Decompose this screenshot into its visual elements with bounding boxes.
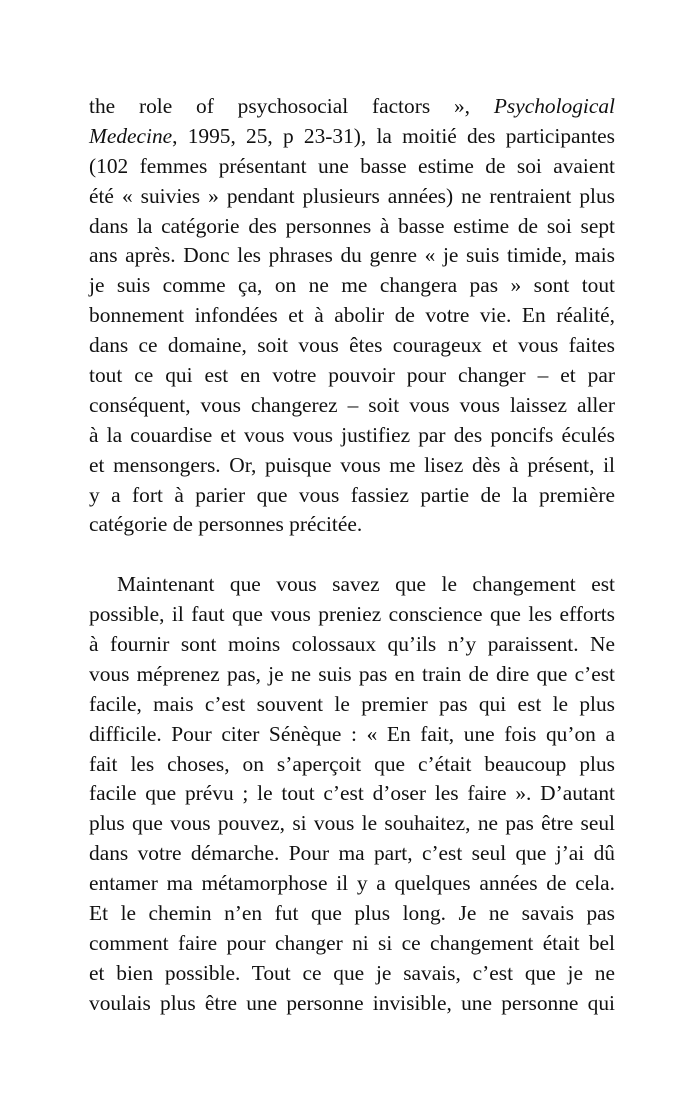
text-line: dans la catégorie des personnes à basse estime de soi sept — [89, 213, 615, 238]
text-line: ans après. Donc les phrases du genre « je suis timide, mais — [89, 243, 615, 268]
text-line: fait les choses, on s’aperçoit que c’était beaucoup plus — [89, 751, 615, 776]
text-line: facile, mais c’est souvent le premier pas qui est le plus — [89, 691, 615, 716]
text-line: y a fort à parier que vous fassiez partie de la première — [89, 482, 615, 507]
text-line: Maintenant que vous savez que le changement est — [117, 572, 615, 597]
text-line: à la couardise et vous vous justifiez par des poncifs éculés — [89, 422, 615, 447]
text-line: je suis comme ça, on ne me changera pas » sont tout — [89, 273, 615, 298]
text-line: vous méprenez pas, je ne suis pas en train de dire que c’est — [89, 661, 615, 686]
text-line: possible, il faut que vous preniez conscience que les efforts — [89, 602, 615, 627]
text-line: plus que vous pouvez, si vous le souhaitez, ne pas être seul — [89, 811, 615, 836]
paragraph-2 — [89, 570, 615, 1018]
text-line: Et le chemin n’en fut que plus long. Je ne savais pas — [89, 901, 615, 926]
text-line — [89, 122, 615, 152]
text-line: à fournir sont moins colossaux qu’ils n’y paraissent. Ne — [89, 632, 615, 657]
text-line: catégorie de personnes précitée. — [89, 512, 363, 537]
text-line: dans votre démarche. Pour ma part, c’est seul que j’ai dû — [89, 841, 615, 866]
text-line: tout ce qui est en votre pouvoir pour changer – et par — [89, 363, 615, 388]
text-line: conséquent, vous changerez – soit vous vous laissez aller — [89, 392, 615, 417]
text-line: et bien possible. Tout ce que je savais, c’est que je ne — [89, 960, 615, 985]
text-line: difficile. Pour citer Sénèque : « En fait, une fois qu’on a — [89, 721, 615, 746]
text-line: voulais plus être une personne invisible, une personne qui — [89, 990, 615, 1015]
text-segment: , 1995, 25, p 23-31), la moitié des participantes — [172, 123, 615, 148]
paragraph-1 — [89, 92, 615, 540]
text-segment: the role of psychosocial factors », — [89, 94, 494, 118]
text-line: (102 femmes présentant une basse estime de soi avaient — [89, 153, 615, 178]
text-line — [89, 92, 615, 122]
book-page — [89, 92, 615, 1019]
journal-title: Medecine — [89, 123, 173, 148]
text-line: et mensongers. Or, puisque vous me lisez dès à présent, il — [89, 452, 615, 477]
text-line: été « suivies » pendant plusieurs années) ne rentraient plus — [89, 183, 615, 208]
text-line: bonnement infondées et à abolir de votre vie. En réalité, — [89, 303, 615, 328]
journal-title: Psychological — [493, 94, 615, 118]
text-line: dans ce domaine, soit vous êtes courageux et vous faites — [89, 333, 615, 358]
text-line: entamer ma métamorphose il y a quelques années de cela. — [89, 871, 615, 896]
text-line: facile que prévu ; le tout c’est d’oser les faire ». D’autant — [89, 781, 615, 806]
text-line: comment faire pour changer ni si ce changement était bel — [89, 930, 615, 955]
